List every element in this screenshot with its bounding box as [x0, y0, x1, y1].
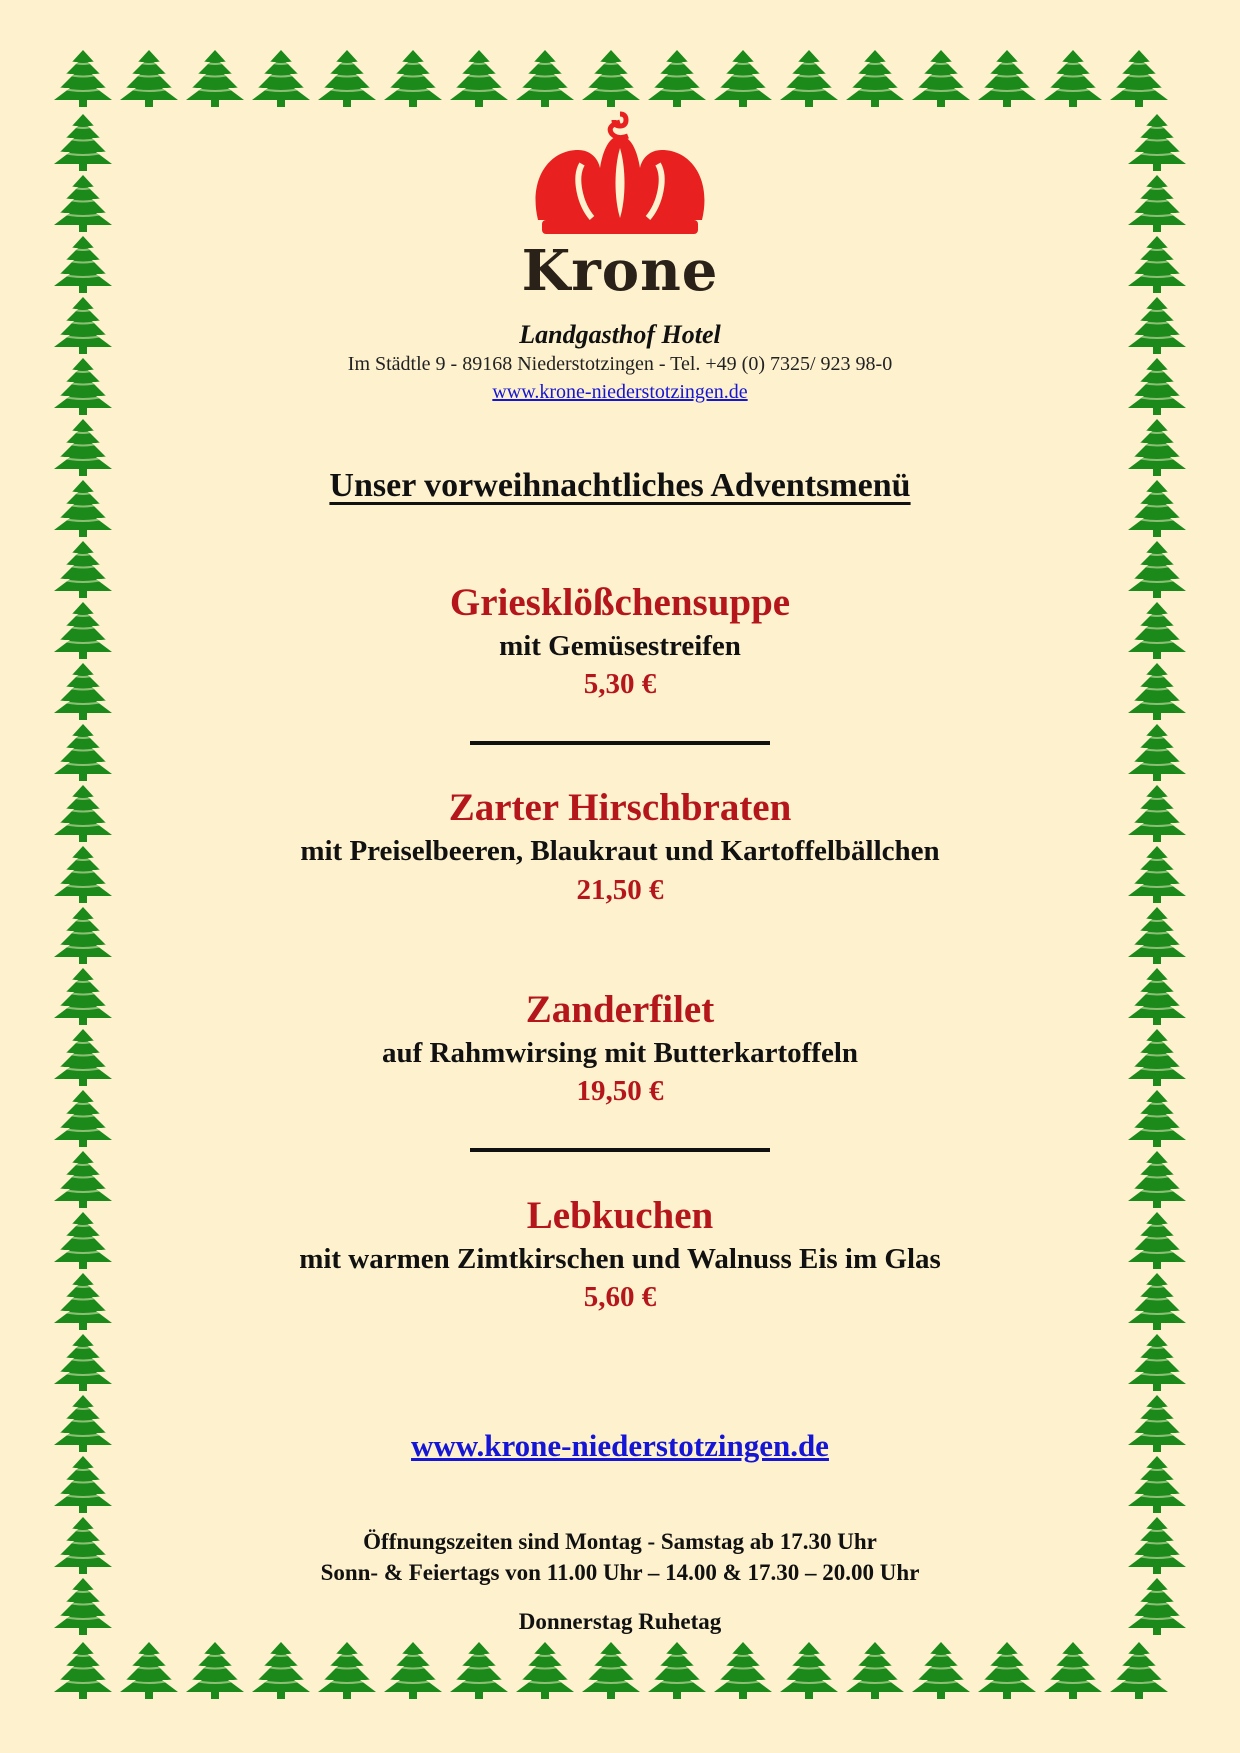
christmas-tree-icon: [1124, 722, 1190, 782]
christmas-tree-icon: [248, 1640, 314, 1700]
christmas-tree-icon: [644, 48, 710, 108]
christmas-tree-icon: [50, 1332, 116, 1392]
address-line: Im Städtle 9 - 89168 Niederstotzingen - Tel. +49 (0) 7325/ 923 98-0: [347, 353, 893, 375]
christmas-tree-icon: [1124, 112, 1190, 172]
course-description: mit warmen Zimtkirschen und Walnuss Eis im Glas: [299, 1243, 941, 1275]
menu-title: [0, 466, 1240, 506]
christmas-tree-icon: [50, 48, 116, 108]
christmas-tree-icon: [974, 1640, 1040, 1700]
christmas-tree-icon: [1106, 48, 1172, 108]
course-name: Lebkuchen: [526, 1194, 714, 1237]
course-price: 5,30 €: [583, 668, 657, 700]
course-name: Griesklößchensuppe: [449, 581, 791, 624]
christmas-tree-icon: [710, 48, 776, 108]
christmas-tree-icon: [380, 48, 446, 108]
christmas-tree-icon: [776, 48, 842, 108]
christmas-tree-icon: [578, 1640, 644, 1700]
christmas-tree-icon: [50, 173, 116, 233]
christmas-tree-icon: [50, 112, 116, 172]
christmas-tree-icon: [644, 1640, 710, 1700]
christmas-tree-icon: [50, 905, 116, 965]
course-name: Zarter Hirschbraten: [448, 786, 792, 829]
christmas-tree-icon: [446, 48, 512, 108]
christmas-tree-icon: [710, 1640, 776, 1700]
hotel-subtitle: Landgasthof Hotel: [519, 320, 721, 349]
course-separator: [470, 1148, 770, 1152]
christmas-tree-icon: [314, 48, 380, 108]
christmas-tree-icon: [1124, 173, 1190, 233]
footer-website: [0, 1427, 1240, 1465]
christmas-tree-icon: [182, 1640, 248, 1700]
christmas-tree-icon: [50, 1640, 116, 1700]
christmas-tree-icon: [776, 1640, 842, 1700]
course-description: mit Gemüsestreifen: [499, 630, 741, 662]
christmas-tree-icon: [512, 48, 578, 108]
footer-website-link[interactable]: www.krone-niederstotzingen.de: [411, 1428, 829, 1463]
course-separator: [470, 741, 770, 745]
closed-day: Donnerstag Ruhetag: [518, 1609, 722, 1634]
christmas-tree-icon: [248, 48, 314, 108]
course-price: 19,50 €: [576, 1075, 664, 1107]
brand-wordmark: Krone: [521, 238, 719, 304]
christmas-tree-icon: [908, 48, 974, 108]
course-price: 21,50 €: [576, 874, 664, 906]
christmas-tree-icon: [182, 48, 248, 108]
christmas-tree-icon: [908, 1640, 974, 1700]
christmas-tree-icon: [1124, 1332, 1190, 1392]
header-website-link[interactable]: www.krone-niederstotzingen.de: [492, 381, 748, 403]
christmas-tree-icon: [578, 48, 644, 108]
course-name: Zanderfilet: [525, 988, 715, 1031]
christmas-tree-icon: [1040, 1640, 1106, 1700]
menu-title-text: Unser vorweihnachtliches Adventsmenü: [329, 467, 911, 504]
opening-hours-holidays: Sonn- & Feiertags von 11.00 Uhr – 14.00 & 17.30 – 20.00 Uhr: [320, 1560, 920, 1585]
christmas-tree-icon: [1124, 905, 1190, 965]
header-website: [0, 380, 1240, 404]
christmas-tree-icon: [1040, 48, 1106, 108]
christmas-tree-icon: [1106, 1640, 1172, 1700]
christmas-tree-icon: [314, 1640, 380, 1700]
christmas-tree-icon: [974, 48, 1040, 108]
christmas-tree-icon: [380, 1640, 446, 1700]
christmas-tree-icon: [842, 1640, 908, 1700]
christmas-tree-icon: [842, 48, 908, 108]
christmas-tree-icon: [446, 1640, 512, 1700]
opening-hours-weekdays: Öffnungszeiten sind Montag - Samstag ab 17.30 Uhr: [363, 1529, 877, 1554]
course-description: auf Rahmwirsing mit Butterkartoffeln: [381, 1037, 859, 1069]
christmas-tree-icon: [50, 722, 116, 782]
christmas-tree-icon: [116, 48, 182, 108]
christmas-tree-icon: [512, 1640, 578, 1700]
christmas-tree-icon: [116, 1640, 182, 1700]
course-price: 5,60 €: [583, 1281, 657, 1313]
course-description: mit Preiselbeeren, Blaukraut und Kartoffelbällchen: [300, 835, 940, 867]
